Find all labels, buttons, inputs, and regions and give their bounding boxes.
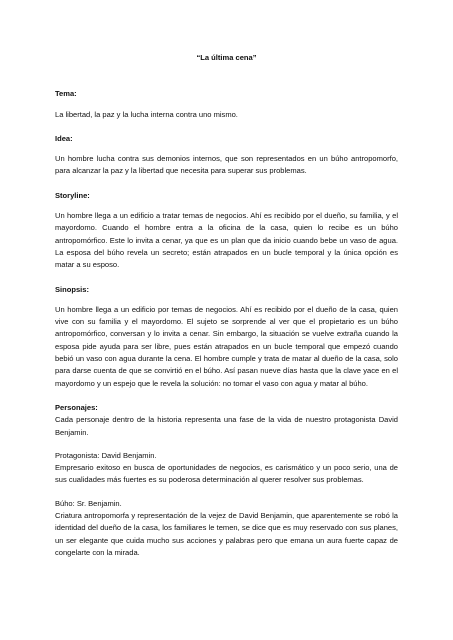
section-text-tema: La libertad, la paz y la lucha interna contra uno mismo. <box>55 109 238 119</box>
character-description: Empresario exitoso en busca de oportunidades de negocios, es carismático y un poco serio, una de sus cualidades más fuertes es su poderosa determinación al querer resolver sus problemas. <box>55 463 398 485</box>
section-text-personajes-intro: Cada personaje dentro de la historia representa una fase de la vida de nuestro protagonista David Benjamin. <box>55 415 398 437</box>
section-text-idea: Un hombre lucha contra sus demonios internos, que son representados en un búho antropomorfo, para alcanzar la paz y la libertad que necesita para superar sus problemas. <box>55 154 398 176</box>
document-body <box>55 52 398 559</box>
character-name: Protagonista: David Benjamin. <box>55 450 157 460</box>
section-heading-tema: Tema: <box>55 89 77 99</box>
character-name: Búho: Sr. Benjamin. <box>55 498 122 508</box>
section-heading-sinopsis: Sinopsis: <box>55 284 89 294</box>
section-heading-storyline: Storyline: <box>55 190 90 200</box>
section-text-storyline: Un hombre llega a un edificio a tratar temas de negocios. Ahí es recibido por el dueño, su familia, y el mayordomo. Cuando el hombre entra a la oficina de la casa, quien lo recibe es un búho antropomórfico. Este lo invita a cenar, ya que es un plan que da inicio cuando bebe un vaso de agua. La esposa del búho revela un secreto; están atrapados en un bucle temporal y la única opción es matar a su esposo. <box>55 211 398 270</box>
section-heading-idea: Idea: <box>55 133 73 143</box>
character-description: Criatura antropomorfa y representación de la vejez de David Benjamin, que aparentemente se robó la identidad del dueño de la casa, los familiares le temen, se dice que es muy reservado con sus planes, un ser elegante que cuida mucho sus acciones y palabras pero que emana un aura fuerte capaz de congelarte con la mirada. <box>55 511 398 557</box>
document-title: “La última cena” <box>196 53 257 62</box>
section-heading-personajes: Personajes: <box>55 402 98 412</box>
section-text-sinopsis: Un hombre llega a un edificio por temas de negocios. Ahí es recibido por el dueño de la casa, quien vive con su familia y el mayordomo. El sujeto se sorprende al ver que el propietario es un búho antropomórfico, conversan y lo invita a cenar. Sin embargo, la situación se vuelve extraña cuando la esposa pide ayuda para ser libre, pues están atrapados en un bucle temporal que empezó cuando bebió un vaso con agua durante la cena. El hombre cumple y trata de matar al dueño de la casa, solo para darse cuenta de que se convirtió en el búho. Así pasan nueve días hasta que la clave yace en el mayordomo y un espejo que le revela la solución: no tomar el vaso con agua y matar al búho. <box>55 304 398 388</box>
